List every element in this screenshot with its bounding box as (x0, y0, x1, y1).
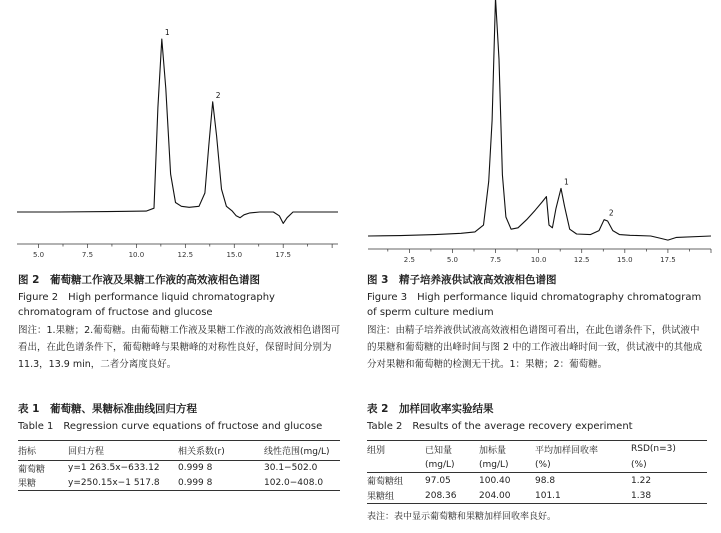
x-tick-label: 17.5 (275, 251, 291, 259)
table-row (18, 461, 340, 476)
table-header-row (18, 441, 340, 461)
figure-3-caption (367, 272, 707, 373)
table-header-cell: (mg/L) (479, 459, 509, 470)
x-tick-label: 10.0 (128, 251, 145, 259)
figure-3-chromatogram (350, 0, 721, 270)
table-2-grid (367, 440, 707, 504)
table-cell: 204.00 (479, 490, 511, 501)
figure-2-caption-cn: 图 2 葡萄糖工作液及果糖工作液的高效液相色谱图 (18, 274, 260, 286)
table-cell: 1.22 (631, 475, 652, 486)
table-header-cell: 已知量 (425, 445, 453, 456)
table-cell: 果糖 (18, 479, 37, 490)
figure-2-note: 图注：1.果糖；2.葡萄糖。由葡萄糖工作液及果糖工作液的高效液相色谱图可看出，在此色谱条件下，葡萄糖峰与果糖峰的对称性良好，保留时间分别为 11.3，13.9 min，二者分离度良好。 (18, 325, 341, 370)
x-tick-label: 15.0 (226, 251, 243, 259)
table-cell: 1.38 (631, 490, 652, 501)
figure-3-caption-en: Figure 3 High performance liquid chromatography chromatogram of sperm culture medium (367, 292, 702, 318)
x-tick-label: 15.0 (617, 256, 633, 264)
figure-3-caption-cn: 图 3 精子培养液供试液高效液相色谱图 (367, 274, 557, 286)
table-cell: y=250.15x−1 517.8 (68, 477, 160, 488)
table-cell: 0.999 8 (178, 463, 213, 474)
table-cell: 葡萄糖 (18, 464, 46, 475)
table-row (367, 473, 707, 489)
table-1-grid (18, 440, 340, 491)
table-2-footnote: 表注：表中显示葡萄糖和果糖加样回收率良好。 (367, 512, 557, 522)
x-tick-label: 12.5 (177, 251, 194, 259)
table-header-row (367, 458, 707, 473)
table-header-cell: (mg/L) (425, 459, 455, 470)
table-2 (367, 401, 707, 526)
table-header-cell (367, 458, 425, 473)
figure-2-chromatogram (0, 0, 345, 270)
figure-3-note: 图注：由精子培养液供试液高效液相色谱图可看出，在此色谱条件下，供试液中的果糖和葡萄糖的出峰时间与图 2 中的工作液出峰时间一致，供试液中的其他成分对果糖和葡萄糖的检测无干扰。1：果糖；2：葡萄糖。 (367, 325, 703, 370)
x-tick-label: 12.5 (573, 256, 590, 264)
table-cell: 0.999 8 (178, 477, 213, 488)
figure-2-caption-en: Figure 2 High performance liquid chromatography chromatogram of fructose and glucose (18, 292, 275, 318)
table-cell: 102.0−408.0 (264, 477, 324, 488)
table-header-cell: 组别 (367, 445, 386, 456)
table-header-cell: RSD(n=3) (631, 444, 676, 455)
table-2-title-en: Table 2 Results of the average recovery experiment (367, 421, 633, 432)
chromatogram-trace (368, 0, 711, 240)
peak-label: 2 (215, 90, 221, 100)
table-row (18, 476, 340, 491)
table-cell: 98.8 (535, 475, 556, 486)
table-1-title-en: Table 1 Regression curve equations of fructose and glucose (18, 421, 323, 432)
table-header-cell: 回归方程 (68, 447, 105, 457)
x-tick-label: 17.5 (660, 256, 676, 264)
chromatogram-trace (17, 39, 338, 223)
table-header-cell: 线性范围(mg/L) (264, 447, 330, 457)
figure-2-caption (18, 272, 346, 373)
table-header-cell: 指标 (18, 447, 37, 457)
table-header-cell: 平均加样回收率 (535, 445, 599, 456)
table-1-title-cn: 表 1 葡萄糖、果糖标准曲线回归方程 (18, 403, 197, 415)
peak-label: 1 (164, 28, 170, 38)
x-tick-label: 5.0 (32, 251, 45, 259)
table-cell: 97.05 (425, 475, 451, 486)
table-1 (18, 401, 348, 491)
table-header-row (367, 441, 707, 458)
x-tick-label: 7.5 (489, 256, 502, 264)
x-tick-label: 7.5 (81, 251, 94, 259)
table-header-cell: 加标量 (479, 445, 507, 456)
x-tick-label: 2.5 (403, 256, 415, 264)
table-cell: 果糖组 (367, 492, 395, 503)
table-row (367, 489, 707, 504)
peak-label: 2 (608, 208, 614, 218)
table-cell: 葡萄糖组 (367, 477, 404, 488)
table-cell: 100.40 (479, 475, 511, 486)
x-tick-label: 5.0 (446, 256, 459, 264)
table-header-cell: (%) (535, 459, 551, 470)
peak-label: 1 (564, 177, 569, 187)
table-header-cell: 相关系数(r) (178, 447, 225, 457)
table-cell: 30.1−502.0 (264, 463, 318, 474)
table-2-title-cn: 表 2 加样回收率实验结果 (367, 403, 494, 415)
table-cell: 208.36 (425, 490, 457, 501)
table-cell: 101.1 (535, 490, 561, 501)
x-tick-label: 10.0 (530, 256, 547, 264)
table-header-cell: (%) (631, 459, 647, 470)
table-cell: y=1 263.5x−633.12 (68, 463, 160, 474)
